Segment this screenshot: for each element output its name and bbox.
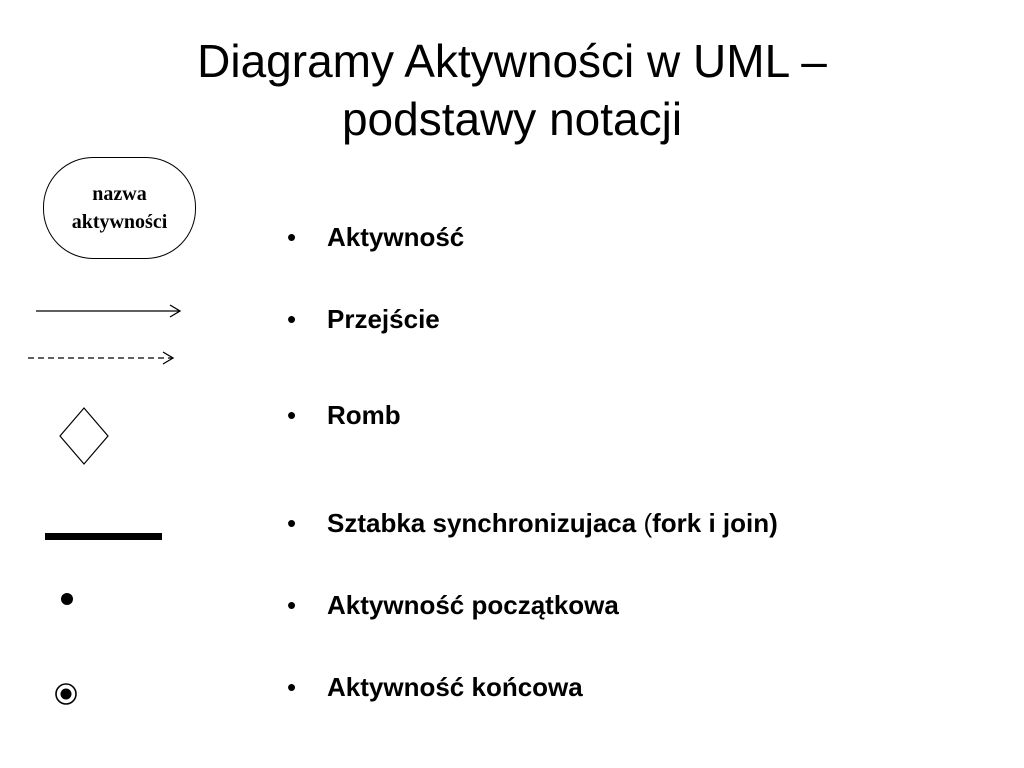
bullet-icon: • <box>287 222 297 252</box>
initial-state-icon <box>61 593 73 605</box>
list-item <box>287 304 440 335</box>
bullet-icon: • <box>287 590 297 620</box>
list-item <box>287 508 778 539</box>
activity-symbol-label-line-1: nazwa <box>92 183 147 205</box>
paren-open: ( <box>636 508 653 538</box>
notation-legend-list <box>287 0 1007 768</box>
slide-title-line-1: Diagramy Aktywności w UML – <box>197 35 827 87</box>
sync-bar-icon <box>45 533 162 540</box>
list-item <box>287 222 464 253</box>
list-item-label: Aktywność początkowa <box>327 590 619 620</box>
list-item-label: Aktywność końcowa <box>327 672 583 702</box>
notation-symbols-svg <box>0 0 260 768</box>
list-item-label: Romb <box>327 400 401 430</box>
list-item-label-part: fork i join <box>652 508 770 538</box>
list-item <box>287 672 583 703</box>
bullet-icon: • <box>287 672 297 702</box>
list-item-label <box>327 508 778 539</box>
list-item <box>287 400 401 431</box>
slide-title-line-2: podstawy notacji <box>341 93 683 145</box>
notation-symbols-column <box>0 0 260 768</box>
dashed-arrow-icon <box>28 352 173 364</box>
final-state-icon <box>56 684 76 704</box>
list-item-label-part: Sztabka synchronizujaca <box>327 508 637 538</box>
list-item-label: Przejście <box>327 304 440 334</box>
transition-arrow-icon <box>36 305 180 317</box>
paren-close: ) <box>769 508 778 538</box>
bullet-icon: • <box>287 508 297 538</box>
activity-symbol-label-line-2: aktywności <box>71 211 168 233</box>
bullet-icon: • <box>287 400 297 430</box>
list-item <box>287 590 619 621</box>
bullet-icon: • <box>287 304 297 334</box>
diamond-icon <box>60 408 108 464</box>
list-item-label: Aktywność <box>327 222 465 252</box>
